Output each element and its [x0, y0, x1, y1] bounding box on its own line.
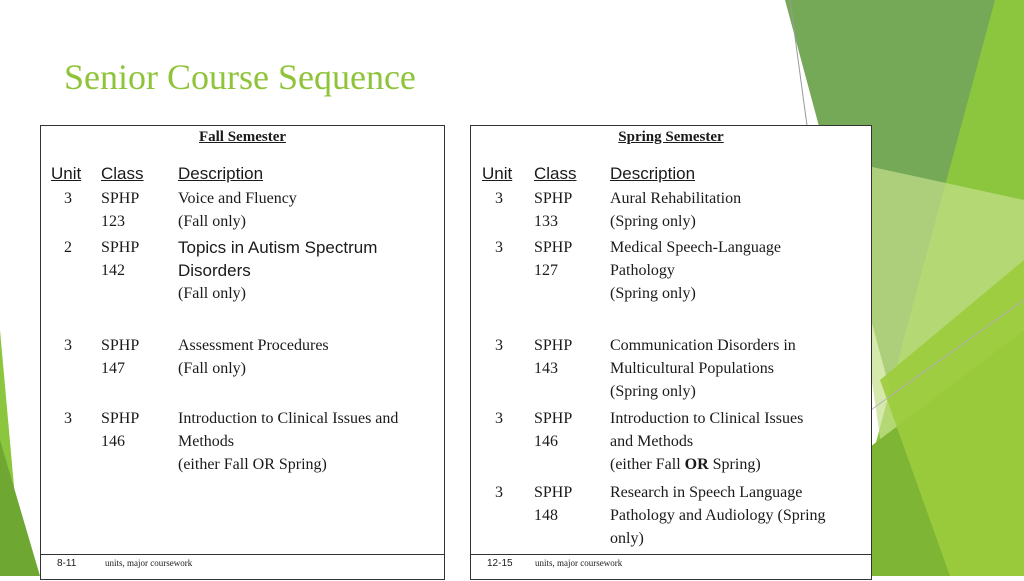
page-title: Senior Course Sequence — [64, 57, 416, 97]
spring-col-unit-header: Unit — [482, 164, 513, 183]
course-note: (Spring only) — [610, 285, 696, 302]
unit-value: 2 — [64, 239, 72, 256]
unit-value: 3 — [495, 484, 503, 501]
course-title: Aural Rehabilitation — [610, 190, 742, 207]
class-prefix: SPHP — [101, 337, 140, 354]
class-prefix: SPHP — [534, 190, 573, 207]
class-prefix: SPHP — [534, 239, 573, 256]
course-note: (Spring only) — [610, 213, 696, 230]
course-title-cont: Disorders — [178, 261, 251, 280]
spring-col-class-header: Class — [534, 164, 577, 183]
course-title: Communication Disorders in — [610, 337, 796, 354]
class-number: 133 — [534, 213, 558, 230]
spring-col-description-header: Description — [610, 164, 696, 183]
class-number: 147 — [101, 360, 125, 377]
course-title: Introduction to Clinical Issues and — [178, 410, 399, 427]
class-number: 148 — [534, 507, 558, 524]
class-prefix: SPHP — [101, 190, 140, 207]
fall-footer — [41, 554, 444, 581]
fall-total-units: 8-11 — [57, 558, 77, 569]
course-title-cont: Pathology and Audiology (Spring — [610, 507, 826, 524]
course-note-part: Spring) — [708, 456, 761, 473]
class-number: 127 — [534, 262, 558, 279]
spring-total-label: units, major coursework — [535, 558, 623, 568]
course-note-part: (either Fall — [610, 456, 685, 473]
spring-footer — [471, 554, 871, 581]
course-note: (either Fall OR Spring) — [178, 456, 327, 473]
fall-semester-heading: Fall Semester — [198, 129, 287, 145]
class-number: 142 — [101, 262, 125, 279]
class-prefix: SPHP — [534, 484, 573, 501]
unit-value: 3 — [495, 239, 503, 256]
course-title: Medical Speech-Language — [610, 239, 782, 256]
class-number: 123 — [101, 213, 125, 230]
class-prefix: SPHP — [101, 239, 140, 256]
course-note: (Fall only) — [178, 360, 246, 377]
course-note — [610, 453, 803, 476]
fall-col-description-header: Description — [178, 164, 264, 183]
course-title: Voice and Fluency — [178, 190, 297, 207]
course-title: Topics in Autism Spectrum — [178, 238, 378, 257]
class-prefix: SPHP — [534, 337, 573, 354]
fall-col-unit-header: Unit — [51, 164, 82, 183]
unit-value: 3 — [64, 190, 72, 207]
fall-semester-table — [40, 125, 445, 580]
unit-value: 3 — [64, 337, 72, 354]
course-title: Assessment Procedures — [178, 337, 329, 354]
fall-total-label: units, major coursework — [105, 558, 193, 568]
course-note: (Fall only) — [178, 213, 246, 230]
course-title-cont: Methods — [178, 433, 234, 450]
course-note: (Fall only) — [178, 285, 246, 302]
course-title-cont: Multicultural Populations — [610, 360, 774, 377]
spring-total-units: 12-15 — [487, 558, 513, 569]
spring-semester-heading: Spring Semester — [618, 129, 724, 145]
class-number: 146 — [101, 433, 125, 450]
class-prefix: SPHP — [101, 410, 140, 427]
class-number: 146 — [534, 433, 558, 450]
spring-semester-table — [470, 125, 872, 580]
class-number: 143 — [534, 360, 558, 377]
course-title: Introduction to Clinical Issues — [610, 410, 804, 427]
unit-value: 3 — [495, 190, 503, 207]
course-title-cont: only) — [610, 530, 644, 547]
course-title: Research in Speech Language — [610, 484, 803, 501]
course-note: (Spring only) — [610, 383, 696, 400]
course-title-cont: Pathology — [610, 262, 675, 279]
class-prefix: SPHP — [534, 410, 573, 427]
unit-value: 3 — [64, 410, 72, 427]
unit-value: 3 — [495, 410, 503, 427]
course-note-emphasis: OR — [684, 456, 709, 473]
fall-col-class-header: Class — [101, 164, 144, 183]
course-title-cont: and Methods — [610, 433, 694, 450]
unit-value: 3 — [495, 337, 503, 354]
